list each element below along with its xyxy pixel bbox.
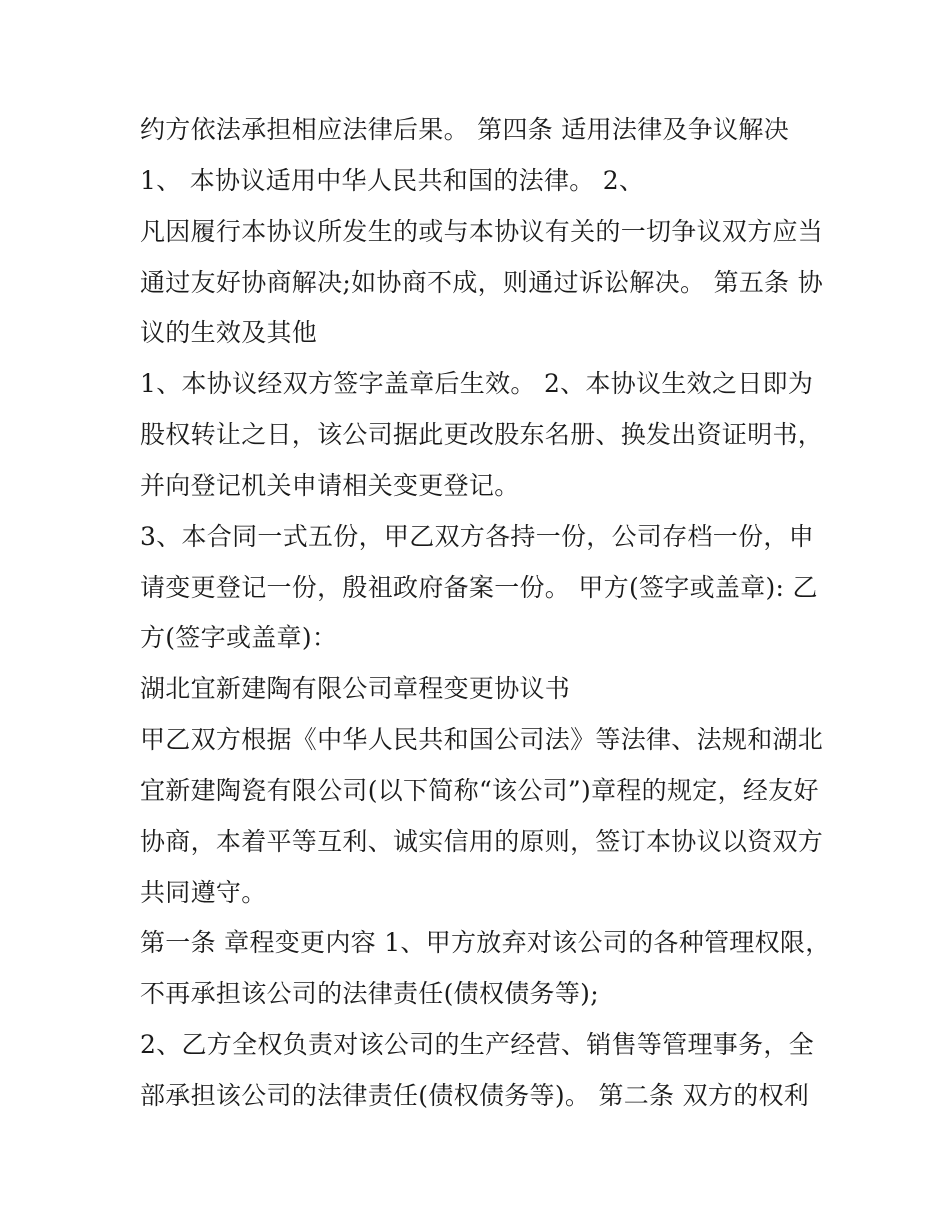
text-line: 第一条 章程变更内容 1、甲方放弃对该公司的各种管理权限，: [140, 928, 831, 957]
text-line: 协商，本着平等互利、诚实信用的原则，签订本协议以资双方: [140, 827, 824, 856]
text-line: 宜新建陶瓷有限公司(以下简称“该公司”)章程的规定，经友好: [140, 776, 819, 805]
text-line: 约方依法承担相应法律后果。 第四条 适用法律及争议解决: [140, 115, 789, 144]
text-line: 1、 本协议适用中华人民共和国的法律。 2、: [140, 166, 645, 195]
text-line: 通过友好协商解决;如协商不成，则通过诉讼解决。 第五条 协: [140, 268, 824, 297]
text-line: 部承担该公司的法律责任(债权债务等)。 第二条 双方的权利: [140, 1081, 810, 1110]
text-line: 请变更登记一份，殷祖政府备案一份。 甲方(签字或盖章): 乙: [140, 573, 818, 602]
text-line: 议的生效及其他: [140, 318, 318, 347]
text-line: 3、本合同一式五份，甲乙双方各持一份，公司存档一份，申: [140, 522, 815, 551]
text-line: 股权转让之日，该公司据此更改股东名册、换发出资证明书，: [140, 420, 824, 449]
text-line: 并向登记机关申请相关变更登记。: [140, 471, 520, 500]
text-line: 甲乙双方根据《中华人民共和国公司法》等法律、法规和湖北: [140, 725, 824, 754]
text-line: 方(签字或盖章)：: [140, 623, 338, 652]
text-line: 共同遵守。: [140, 878, 267, 907]
text-line: 2、乙方全权负责对该公司的生产经营、销售等管理事务，全: [140, 1030, 815, 1059]
text-line: 凡因履行本协议所发生的或与本协议有关的一切争议双方应当: [140, 217, 824, 246]
document-heading: 湖北宜新建陶有限公司章程变更协议书: [140, 674, 571, 703]
text-line: 1、本协议经双方签字盖章后生效。 2、本协议生效之日即为: [140, 369, 814, 398]
text-line: 不再承担该公司的法律责任(债权债务等);: [140, 979, 599, 1008]
